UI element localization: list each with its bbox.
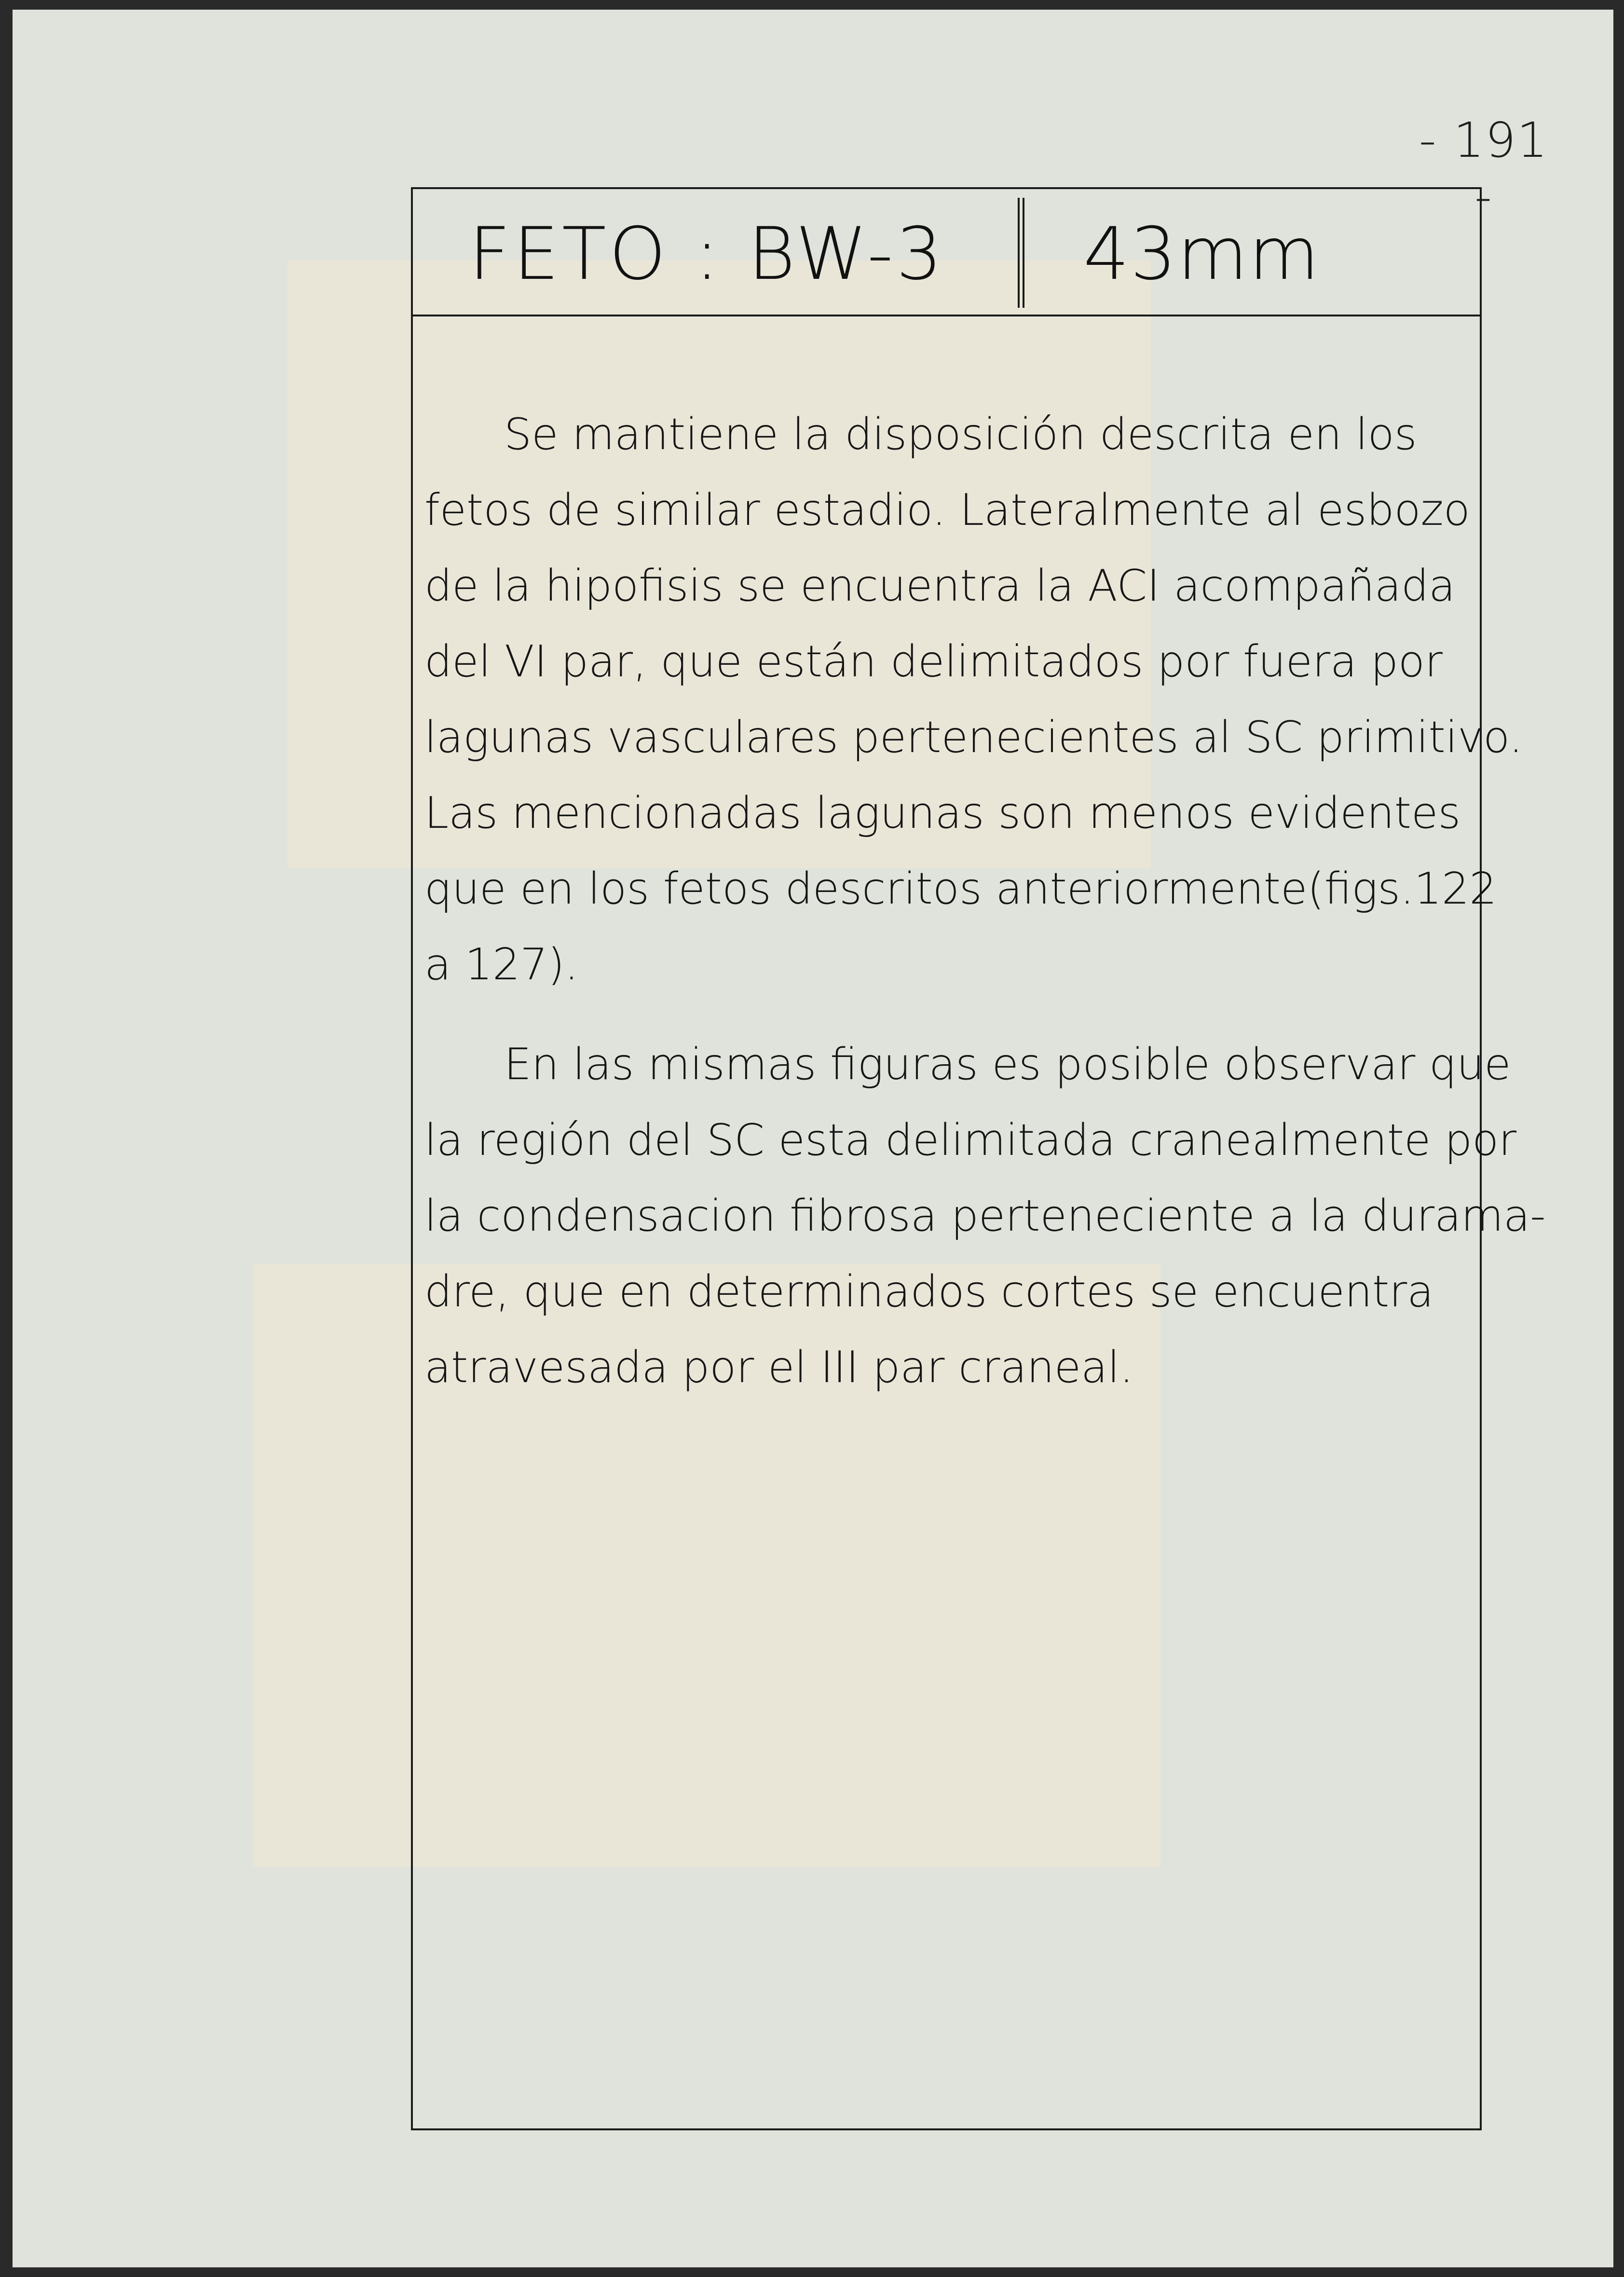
content-frame — [411, 187, 1546, 2130]
text-line: Las mencionadas lagunas son menos evidentes — [424, 788, 1461, 838]
text-line: que en los fetos descritos anteriormente(figs.122 — [424, 864, 1497, 914]
text-line: del VI par, que están delimitados por fuera por — [424, 636, 1443, 687]
text-line: En las mismas figuras es posible observar que — [504, 1039, 1511, 1090]
specimen-header — [413, 189, 1480, 316]
specimen-size: 43mm — [1083, 212, 1321, 296]
page-number: - 191 - — [1419, 112, 1549, 225]
text-line: Se mantiene la disposición descrita en los — [504, 409, 1417, 460]
text-line: atravesada por el III par craneal. — [424, 1342, 1133, 1393]
specimen-id: FETO : BW-3 — [469, 212, 945, 296]
paragraph — [424, 1027, 1546, 1405]
paragraph — [424, 397, 1523, 1002]
text-line: de la hipofisis se encuentra la ACI acompañada — [424, 561, 1456, 611]
text-line: la región del SC esta delimitada cranealmente por — [424, 1115, 1517, 1166]
text-line: dre, que en determinados cortes se encuentra — [424, 1266, 1434, 1317]
paragraph-gap — [424, 1002, 1471, 1027]
text-line: la condensacion fibrosa perteneciente a la durama- — [424, 1191, 1546, 1241]
text-line: fetos de similar estadio. Lateralmente al esbozo — [424, 485, 1470, 535]
body-text — [424, 397, 1546, 1405]
text-line: a 127). — [424, 939, 579, 990]
document-page — [13, 10, 1613, 2267]
text-line: lagunas vasculares pertenecientes al SC primitivo. — [424, 712, 1523, 763]
header-divider — [1018, 198, 1024, 308]
